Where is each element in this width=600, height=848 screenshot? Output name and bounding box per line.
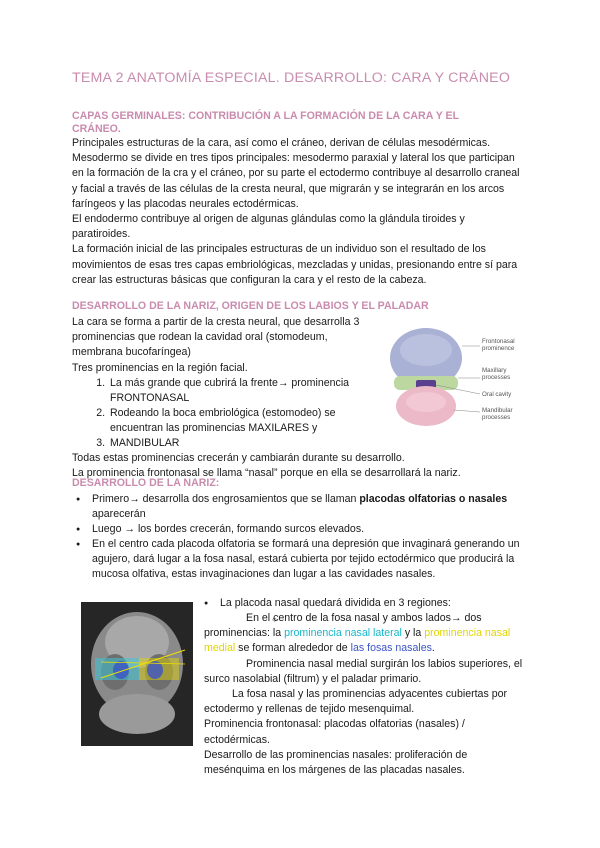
list-item: ● Luego → los bordes crecerán, formando surcos elevados. (92, 522, 520, 537)
highlight-medial: prominencia nasal medial (204, 627, 511, 655)
list-item: ● La placoda nasal quedará dividida en 3 regiones: (220, 596, 526, 611)
paragraph: Mesodermo se divide en tres tipos principales: mesodermo paraxial y lateral los que participan en la formación de la cra y el cráneo, por su parte el ectodermo contribuye al desarrollo craneal y facial a través de las células de la cresta neural, que migrarán y se integrarán en los arcos faríngeos y las placodas neurales ectodérmicas. (72, 152, 520, 210)
section-nose-development (72, 477, 520, 582)
sub-item: ○ En el centro de la fosa nasal y ambos lados→ dos prominencias: la prominencia nasal lateral y la prominencia nasal medial se forman alrededor de las fosas nasales. (204, 611, 526, 657)
paragraph: Todas estas prominencias crecerán y cambiarán durante su desarrollo. (72, 451, 405, 464)
paragraph: Tres prominencias en la región facial. (72, 361, 248, 374)
label-maxillary: Maxillary (482, 367, 507, 374)
section-germ-layers (72, 110, 520, 288)
section-heading: DESARROLLO DE LA NARIZ: (72, 477, 220, 489)
bullet-list (204, 596, 526, 611)
section-heading: DESARROLLO DE LA NARIZ, ORIGEN DE LOS LABIOS Y EL PALADAR (72, 300, 429, 312)
bold-term: placodas olfatorias o nasales (359, 493, 508, 505)
list-item: 3. MANDIBULAR (108, 436, 378, 451)
label-maxillary-2: processes (482, 374, 511, 381)
sub-item: La fosa nasal y las prominencias adyacentes cubiertas por ectodermo y rellenas de tejido mesenquimal. (204, 688, 508, 716)
prominence-list (72, 376, 378, 451)
paragraph: Principales estructuras de la cara, así como el cráneo, derivan de células mesodérmicas. (72, 137, 491, 149)
highlight-nasal-pits: las fosas nasales (350, 642, 432, 655)
paragraph: Prominencia frontonasal: placodas olfatorias (nasales) / ectodérmicas. (204, 718, 465, 746)
paragraph: Desarrollo de las prominencias nasales: proliferación de mesénquima en los márgenes de las placadas nasales. (204, 748, 468, 777)
section-heading-cont: CRÁNEO. (72, 123, 121, 135)
paragraph: La cara se forma a partir de la cresta neural, que desarrolla 3 prominencias que rodean la cavidad oral (stomodeum, membrana bucofaríngea) (72, 316, 360, 359)
list-item: 2. Rodeando la boca embriológica (estomodeo) se encuentran las prominencias MAXILARES y (108, 406, 378, 436)
document-title: TEMA 2 ANATOMÍA ESPECIAL. DESARROLLO: CARA Y CRÁNEO (72, 70, 511, 86)
sub-item: Prominencia nasal medial surgirán los labios superiores, el surco nasolabial (filtrum) y el paladar primario. (204, 657, 523, 685)
label-frontonasal-2: prominence (482, 345, 515, 352)
paragraph: El endodermo contribuye al origen de algunas glándulas como la glándula tiroides y paratiroides. (72, 213, 465, 241)
highlight-lateral: prominencia nasal lateral (284, 627, 402, 640)
facial-prominences-figure (388, 328, 538, 430)
list-item: ● En el centro cada placoda olfatoria se formará una depresión que invaginará generando un agujero, dará lugar a la fosa nasal, estará cubierta por tejido ectodérmico que producirá la mucosa olfativa, estas invaginaciones dan lugar a las cavidades nasales. (92, 537, 520, 582)
label-oral-cavity: Oral cavity (482, 391, 512, 398)
list-item: ● Primero→ desarrolla dos engrosamientos que se llaman placodas olfatorias o nasales aparecerán (92, 492, 520, 522)
section-heading: CAPAS GERMINALES: CONTRIBUCIÓN A LA FORMACIÓN DE LA CARA Y EL (72, 110, 460, 122)
label-mandibular-2: processes (482, 414, 511, 421)
list-item: 1. La más grande que cubrirá la frente→ prominencia FRONTONASAL (108, 376, 378, 406)
label-mandibular: Mandibular (482, 407, 513, 414)
section-nasal-placode (204, 596, 526, 778)
label-frontonasal: Frontonasal (482, 338, 515, 345)
paragraph: La formación inicial de las principales estructuras de un individuo son el resultado de los movimientos de esas tres capas embriológicas, mezcladas y unidas, presionando entre sí para crear las estructuras básicas que configuran la cara y el resto de la cabeza. (72, 243, 518, 286)
paragraph: La prominencia frontonasal se llama “nasal” porque en ella se desarrollará la nariz. (72, 467, 461, 480)
embryo-face-figure (81, 602, 193, 746)
bullet-list (72, 492, 520, 582)
